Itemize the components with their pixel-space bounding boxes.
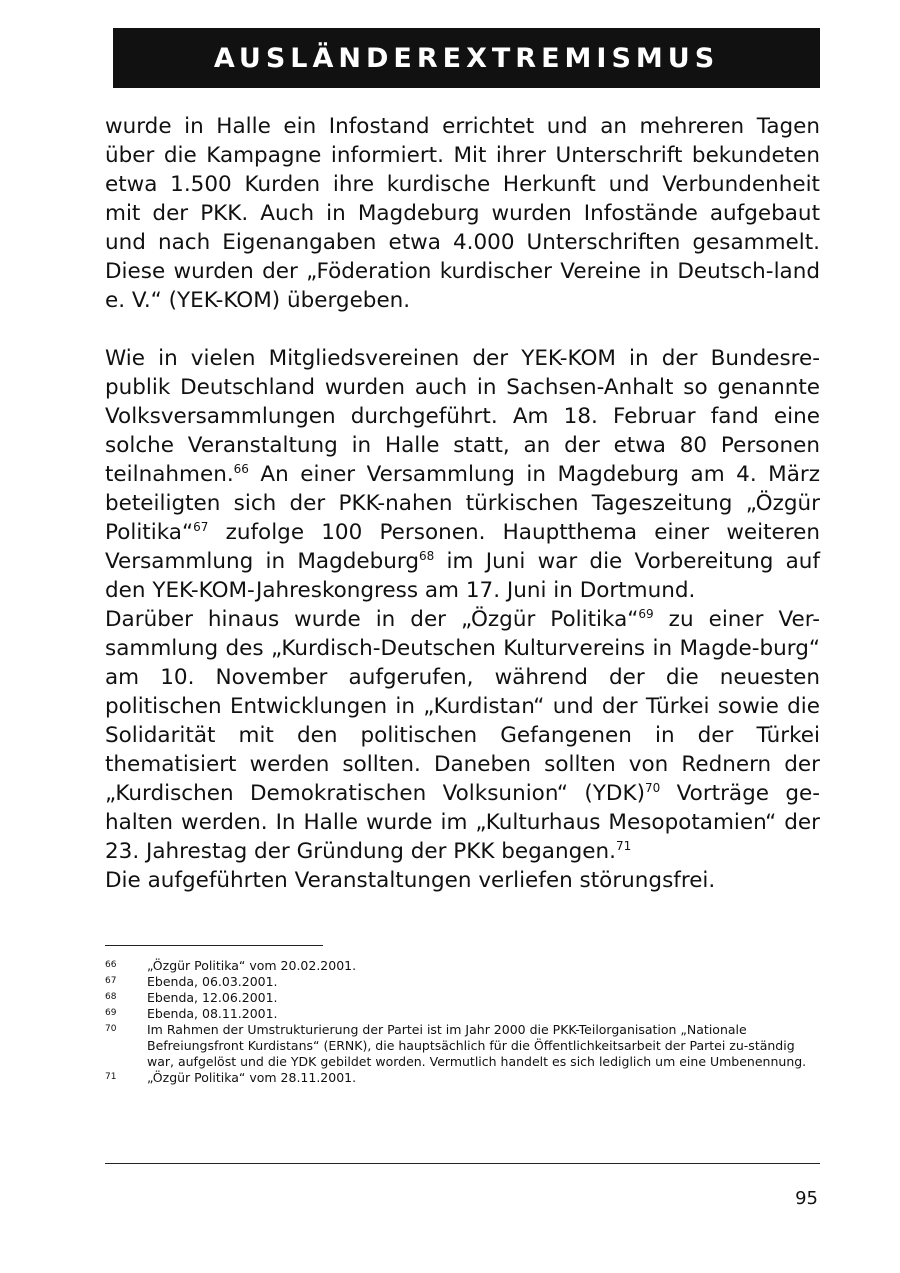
footnote-number: 71 (105, 1072, 117, 1082)
footnote-item (105, 1022, 820, 1070)
footnote-item (105, 1070, 820, 1086)
chapter-title: AUSLÄNDEREXTREMISMUS (213, 42, 720, 74)
paragraph-text: Die aufgeführten Veranstaltungen verliefen störungsfrei. (105, 868, 716, 893)
paragraph-text: zufolge 100 Personen. Hauptthema einer weiteren Versammlung in Magdeburg (105, 520, 820, 574)
footnote-reference: 68 (419, 548, 435, 563)
paragraph-text: wurde in Halle ein Infostand errichtet und an mehreren Tagen über die Kampagne informiert. Mit ihrer Unterschrift bekundeten etwa 1.500 Kurden ihre kurdische Herkunft und Verbundenheit mit der PKK. Auch in Magdeburg wurden Infostände aufgebaut und nach Eigenangaben etwa 4.000 Unterschriften gesammelt. Diese wurden der „Föderation kurdischer Vereine in Deutsch-land e. V.“ (YEK-KOM) übergeben. (105, 114, 820, 313)
footnote-item (105, 1006, 820, 1022)
paragraph-text: im Juni war die Vorbereitung auf den YEK-KOM-Jahreskongress am 17. Juni in Dortmund. (105, 549, 820, 603)
footnote-number: 70 (105, 1024, 117, 1034)
footnote-text: Ebenda, 06.03.2001. (147, 974, 278, 989)
paragraph-text: Vorträge ge-halten werden. In Halle wurde im „Kulturhaus Mesopotamien“ der 23. Jahrestag der Gründung der PKK begangen. (105, 781, 820, 864)
footnote-separator (105, 945, 323, 946)
footnote-item (105, 990, 820, 1006)
chapter-header-bar (113, 28, 820, 88)
body-paragraph (105, 866, 820, 895)
footnote-reference: 67 (193, 519, 209, 534)
footnote-item (105, 974, 820, 990)
page-number: 95 (795, 1188, 818, 1209)
footnote-reference: 69 (638, 606, 654, 621)
footnote-reference: 70 (644, 780, 661, 795)
page-bottom-rule (105, 1163, 820, 1164)
footnote-text: „Özgür Politika“ vom 28.11.2001. (147, 1070, 357, 1085)
footnote-number: 69 (105, 1008, 117, 1018)
footnotes-section (105, 958, 820, 1086)
paragraph-text: Wie in vielen Mitgliedsvereinen der YEK-KOM in der Bundesre-publik Deutschland wurden auch in Sachsen-Anhalt so genannte Volksversammlungen durchgeführt. Am 18. Februar fand eine solche Veranstaltung in Halle statt, an der etwa 80 Personen teilnahmen. (105, 346, 820, 487)
footnote-text: „Özgür Politika“ vom 20.02.2001. (147, 958, 357, 973)
paragraph-text: Darüber hinaus wurde in der „Özgür Politika“ (105, 607, 639, 632)
paragraph-text: zu einer Ver-sammlung des „Kurdisch-Deutschen Kulturvereins in Magde-burg“ am 10. November aufgerufen, während der die neuesten politischen Entwicklungen in „Kurdistan“ und der Türkei sowie die Solidarität mit den politischen Gefangenen in der Türkei thematisiert werden sollten. Daneben sollten von Rednern der „Kurdischen Demokratischen Volksunion“ (YDK) (105, 607, 820, 806)
footnote-item (105, 958, 820, 974)
body-paragraph (105, 605, 820, 866)
body-paragraph (105, 112, 820, 315)
footnote-text: Ebenda, 08.11.2001. (147, 1006, 278, 1021)
footnote-text: Im Rahmen der Umstrukturierung der Partei ist im Jahr 2000 die PKK-Teilorganisation „Nationale Befreiungsfront Kurdistans“ (ERNK), die hauptsächlich für die Öffentlichkeitsarbeit der Partei zu-ständig war, aufgelöst und die YDK gebildet worden. Vermutlich handelt es sich lediglich um eine Umbenennung. (147, 1022, 807, 1069)
body-paragraph (105, 344, 820, 605)
footnote-reference: 66 (233, 461, 249, 476)
footnote-number: 67 (105, 976, 117, 986)
footnote-number: 68 (105, 992, 117, 1002)
paragraph-text: An einer Versammlung in Magdeburg am 4. März beteiligten sich der PKK-nahen türkischen Tageszeitung „Özgür Politika“ (105, 462, 820, 545)
footnote-number: 66 (105, 960, 117, 970)
footnote-reference: 71 (615, 838, 632, 853)
footnote-text: Ebenda, 12.06.2001. (147, 990, 278, 1005)
main-body-text (105, 112, 820, 895)
